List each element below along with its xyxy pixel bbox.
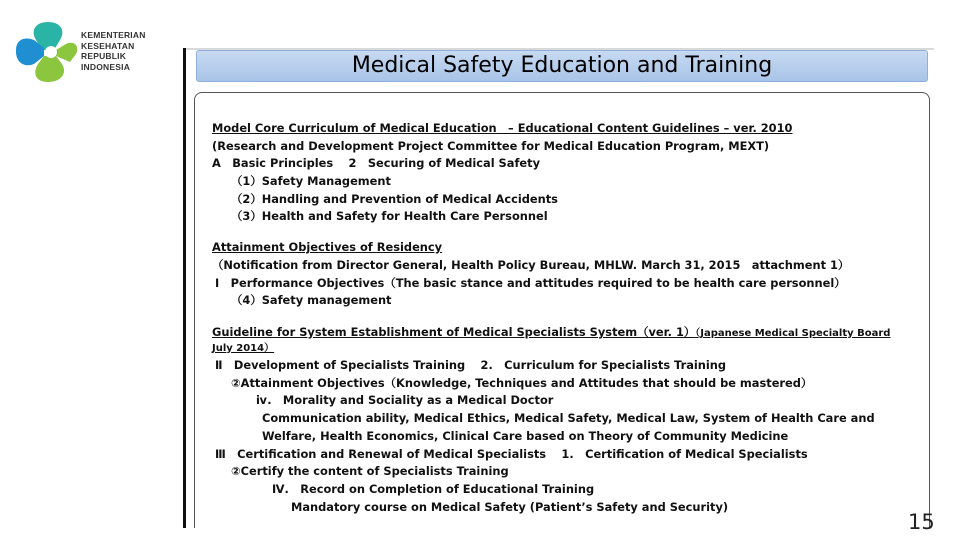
ministry-name: KEMENTERIAN KESEHATAN REPUBLIK INDONESIA — [81, 30, 146, 72]
slide-title: Medical Safety Education and Training — [351, 53, 773, 78]
s2-a: Ⅰ Performance Objectives（The basic stance and attitudes required to be health care personnel） — [215, 276, 846, 290]
s2-item-4: （4）Safety management — [231, 293, 392, 307]
s1-a: A Basic Principles 2 Securing of Medical Safety — [212, 156, 541, 170]
s3-heading-board: （Japanese Medical Specialty Board — [695, 328, 891, 339]
s1-sub: (Research and Development Project Committee for Medical Education Program, MEXT) — [212, 139, 770, 153]
s1-item-3: （3）Health and Safety for Health Care Personnel — [231, 209, 548, 223]
s3-ii-iv-text-1: Communication ability, Medical Ethics, Medical Safety, Medical Law, System of Health Care and — [262, 411, 875, 425]
s3-ii: Ⅱ Development of Specialists Training 2. Curriculum for Specialists Training — [215, 358, 727, 372]
s3-iii-iv-text: Mandatory course on Medical Safety (Patient’s Safety and Security) — [291, 500, 729, 514]
s1-heading: Model Core Curriculum of Medical Education – Educational Content Guidelines – ver. 2010 — [212, 121, 793, 135]
s2-heading: Attainment Objectives of Residency — [212, 240, 443, 254]
page-number: 15 — [908, 510, 935, 534]
s1-item-2: （2）Handling and Prevention of Medical Accidents — [231, 192, 558, 206]
s3-ii-iv: ⅳ. Morality and Sociality as a Medical Doctor — [256, 393, 554, 407]
s3-heading-cont: July 2014） — [212, 343, 275, 354]
s3-iii-2: ②Certify the content of Specialists Training — [231, 464, 509, 478]
s3-heading — [212, 325, 890, 341]
s3-ii-2: ②Attainment Objectives（Knowledge, Techniques and Attitudes that should be mastered） — [231, 376, 813, 390]
s3-heading-main: Guideline for System Establishment of Medical Specialists System（ver. 1） — [212, 325, 696, 339]
s3-ii-iv-text-2: Welfare, Health Economics, Clinical Care based on Theory of Community Medicine — [262, 429, 789, 443]
s2-sub: （Notification from Director General, Health Policy Bureau, MHLW. March 31, 2015 attachment 1） — [212, 258, 850, 272]
s3-iii: Ⅲ Certification and Renewal of Medical Specialists 1. Certification of Medical Specialists — [215, 447, 808, 461]
s1-item-1: （1）Safety Management — [231, 174, 391, 188]
s3-iii-iv: Ⅳ. Record on Completion of Educational Training — [272, 482, 595, 496]
